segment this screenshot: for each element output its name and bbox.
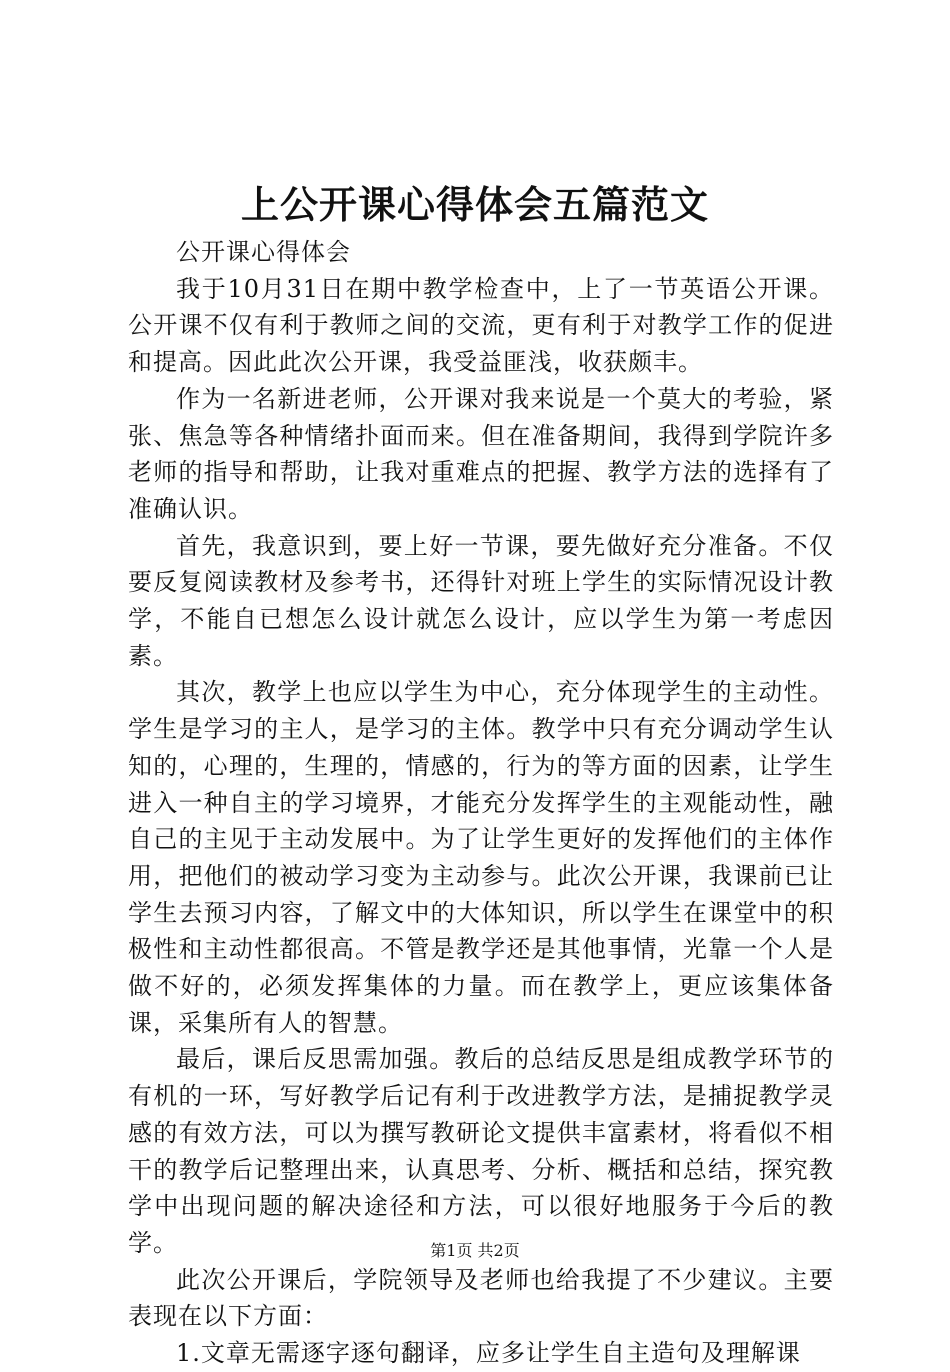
document-title: 上公开课心得体会五篇范文 [240,182,709,227]
paragraph-subtitle: 公开课心得体会 [176,238,351,266]
paragraph-intro: 我于10月31日在期中教学检查中，上了一节英语公开课。公开课不仅有利于教师之间的交流，更有利于对教学工作的促进和提高。因此此次公开课，我受益匪浅，收获颇丰。 [128,274,834,377]
paragraph-last: 最后，课后反思需加强。教后的总结反思是组成教学环节的有机的一环，写好教学后记有利于改进教学方法，是捕捉教学灵感的有效方法，可以为撰写教研论文提供丰富素材，将看似不相干的教学后记整理出来，认真思考、分析、概括和总结，探究教学中出现问题的解决途径和方法，可以很好地服务于今后的教学。 [128,1045,834,1257]
page-number: 第1页 共2页 [430,1241,520,1260]
paragraph-list-item-1: 1.文章无需逐字逐句翻译，应多让学生自主造句及理解课 [176,1339,801,1368]
document-body [128,234,834,1372]
paragraph-suggestions: 此次公开课后，学院领导及老师也给我提了不少建议。主要表现在以下方面： [128,1265,834,1331]
page-footer [0,1241,950,1261]
paragraph-new-teacher: 作为一名新进老师，公开课对我来说是一个莫大的考验，紧张、焦急等各种情绪扑面而来。但在准备期间，我得到学院许多老师的指导和帮助，让我对重难点的把握、教学方法的选择有了准确认识。 [128,384,834,523]
paragraph-first: 首先，我意识到，要上好一节课，要先做好充分准备。不仅要反复阅读教材及参考书，还得针对班上学生的实际情况设计教学，不能自已想怎么设计就怎么设计，应以学生为第一考虑因素。 [128,531,834,670]
paragraph-second: 其次，教学上也应以学生为中心，充分体现学生的主动性。学生是学习的主人，是学习的主体。教学中只有充分调动学生认知的，心理的，生理的，情感的，行为的等方面的因素，让学生进入一种自主的学习境界，才能充分发挥学生的主观能动性，融自己的主见于主动发展中。为了让学生更好的发挥他们的主体作用，把他们的被动学习变为主动参与。此次公开课，我课前已让学生去预习内容，了解文中的大体知识，所以学生在课堂中的积极性和主动性都很高。不管是教学还是其他事情，光靠一个人是做不好的，必须发挥集体的力量。而在教学上，更应该集体备课，采集所有人的智慧。 [128,678,834,1037]
